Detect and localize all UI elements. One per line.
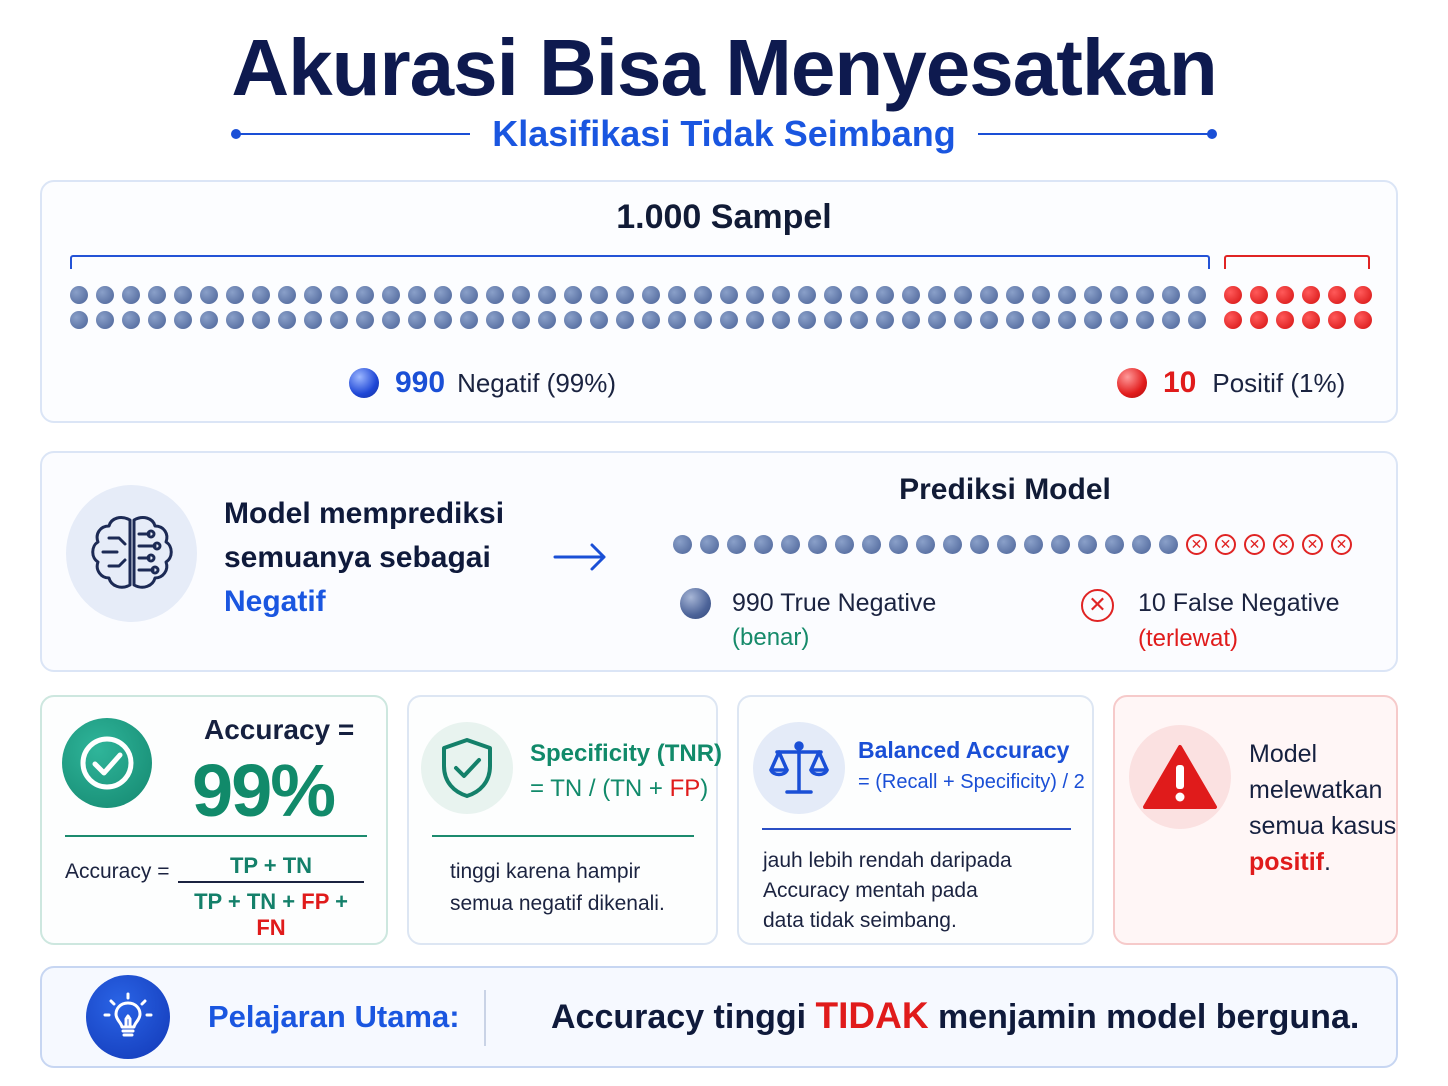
negative-dot xyxy=(252,311,270,329)
negative-dot xyxy=(616,311,634,329)
negative-dot xyxy=(772,286,790,304)
subtitle-divider-left xyxy=(235,133,470,135)
prediction-dots xyxy=(673,534,1352,555)
negative-dot xyxy=(824,311,842,329)
balanced-divider xyxy=(762,828,1071,830)
brain-icon xyxy=(66,485,197,622)
arrow-right-icon xyxy=(552,537,608,582)
predicted-negative-dot xyxy=(970,535,989,554)
shield-check-icon xyxy=(421,722,513,814)
specificity-formula-end: ) xyxy=(700,775,709,802)
negative-bracket xyxy=(70,255,1210,269)
predicted-negative-dot xyxy=(700,535,719,554)
positive-dot xyxy=(1354,311,1372,329)
negative-dot xyxy=(408,311,426,329)
negative-dot xyxy=(694,311,712,329)
false-negative-label: 10 False Negative xyxy=(1138,589,1340,617)
negative-dot xyxy=(70,286,88,304)
negative-dot xyxy=(850,311,868,329)
negative-dot xyxy=(226,286,244,304)
negative-dot xyxy=(96,311,114,329)
denominator-plus: + xyxy=(328,889,348,914)
positive-dot xyxy=(1250,286,1268,304)
negative-dot xyxy=(772,311,790,329)
false-negative-sub: (terlewat) xyxy=(1138,625,1239,652)
negative-dot xyxy=(148,286,166,304)
samples-title: 1.000 Sampel xyxy=(616,198,832,236)
negative-dot xyxy=(1084,311,1102,329)
negative-dot xyxy=(512,311,530,329)
specificity-text-line2: semua negatif dikenali. xyxy=(450,892,665,915)
accuracy-divider xyxy=(65,835,367,837)
missed-positive-x-icon: ✕ xyxy=(1331,534,1352,555)
predicted-negative-dot xyxy=(1132,535,1151,554)
negative-dot xyxy=(668,286,686,304)
negative-dot xyxy=(1136,311,1154,329)
balanced-accuracy-text xyxy=(763,846,1012,936)
negative-dot xyxy=(642,311,660,329)
true-negative-label: 990 True Negative xyxy=(732,589,937,617)
predicted-negative-dot xyxy=(862,535,881,554)
balanced-text-line2: Accuracy mentah pada xyxy=(763,879,978,902)
negative-dot xyxy=(252,286,270,304)
accuracy-formula-label: Accuracy = xyxy=(65,860,170,883)
denominator-fp: FP xyxy=(301,889,329,914)
positive-legend xyxy=(1117,366,1345,400)
negative-dot xyxy=(1084,286,1102,304)
negative-dot xyxy=(486,311,504,329)
negative-dot xyxy=(304,286,322,304)
positive-dot xyxy=(1302,286,1320,304)
negative-dot xyxy=(1188,286,1206,304)
prediction-text-line2: semuanya sebagai xyxy=(224,541,491,574)
message-part2: menjamin model berguna. xyxy=(928,998,1360,1036)
negative-dot xyxy=(564,286,582,304)
negative-dot xyxy=(1110,311,1128,329)
negative-dot xyxy=(304,311,322,329)
missed-positive-x-icon: ✕ xyxy=(1273,534,1294,555)
negative-label: Negatif (99%) xyxy=(457,367,617,398)
blue-ball-icon xyxy=(349,368,379,398)
positive-dots-grid xyxy=(1224,286,1372,329)
warning-positive-word: positif xyxy=(1249,848,1324,876)
prediction-text-line1: Model memprediksi xyxy=(224,497,505,530)
negative-dot xyxy=(1188,311,1206,329)
negative-dot xyxy=(720,286,738,304)
subtitle-divider-right xyxy=(978,133,1213,135)
true-negative-sub: (benar) xyxy=(732,624,810,651)
negative-dot xyxy=(382,311,400,329)
negative-dot xyxy=(980,311,998,329)
negative-dot xyxy=(850,286,868,304)
negative-dot xyxy=(798,286,816,304)
balanced-accuracy-title: Balanced Accuracy xyxy=(858,737,1070,763)
negative-dot xyxy=(876,311,894,329)
positive-dot xyxy=(1250,311,1268,329)
lightbulb-icon xyxy=(86,975,170,1059)
negative-count: 990 xyxy=(395,366,446,399)
negative-dot xyxy=(460,286,478,304)
predicted-negative-dot xyxy=(673,535,692,554)
red-ball-icon xyxy=(1117,368,1147,398)
predicted-negative-dot xyxy=(727,535,746,554)
missed-positive-x-icon: ✕ xyxy=(1302,534,1323,555)
negative-dot xyxy=(174,311,192,329)
accuracy-label: Accuracy = xyxy=(204,714,355,745)
negative-dot xyxy=(1032,311,1050,329)
predicted-negative-dot xyxy=(808,535,827,554)
key-lesson-message xyxy=(551,995,1359,1037)
balanced-text-line1: jauh lebih rendah daripada xyxy=(763,849,1012,872)
specificity-formula-part: = TN / (TN + xyxy=(530,775,670,802)
negative-dot xyxy=(720,311,738,329)
negative-dot xyxy=(486,286,504,304)
negative-dot xyxy=(876,286,894,304)
negative-dot xyxy=(1006,311,1024,329)
negative-dot xyxy=(1032,286,1050,304)
negative-dot xyxy=(746,286,764,304)
negative-dot xyxy=(200,286,218,304)
positive-dot xyxy=(1224,311,1242,329)
positive-bracket xyxy=(1224,255,1370,269)
predicted-negative-dot xyxy=(997,535,1016,554)
negative-dot xyxy=(902,286,920,304)
negative-dot xyxy=(70,311,88,329)
predicted-negative-dot xyxy=(943,535,962,554)
warning-line1: Model xyxy=(1249,740,1318,768)
scale-icon xyxy=(753,722,845,814)
missed-positive-x-icon: ✕ xyxy=(1186,534,1207,555)
warning-line2: melewatkan xyxy=(1249,776,1383,804)
negative-dot xyxy=(928,286,946,304)
negative-dot xyxy=(954,311,972,329)
positive-dot xyxy=(1302,311,1320,329)
negative-dot xyxy=(96,286,114,304)
negative-dot xyxy=(382,286,400,304)
specificity-text xyxy=(450,856,665,920)
predicted-negative-dot xyxy=(1159,535,1178,554)
negative-dot xyxy=(1162,286,1180,304)
negative-dot xyxy=(590,311,608,329)
negative-dot xyxy=(1058,311,1076,329)
specificity-title: Specificity (TNR) xyxy=(530,740,723,767)
negative-dot xyxy=(902,311,920,329)
negative-dot xyxy=(122,311,140,329)
negative-dot xyxy=(1162,311,1180,329)
negative-dot xyxy=(148,311,166,329)
specificity-formula xyxy=(530,775,708,803)
negative-dot xyxy=(564,311,582,329)
negative-dot xyxy=(460,311,478,329)
negative-dot xyxy=(642,286,660,304)
specificity-text-line1: tinggi karena hampir xyxy=(450,860,641,883)
specificity-formula-fp: FP xyxy=(669,775,701,802)
positive-dot xyxy=(1276,286,1294,304)
negative-dot xyxy=(590,286,608,304)
predicted-negative-dot xyxy=(754,535,773,554)
negative-dot xyxy=(1058,286,1076,304)
negative-dot xyxy=(798,311,816,329)
predicted-negative-dot xyxy=(889,535,908,554)
page-subtitle: Klasifikasi Tidak Seimbang xyxy=(492,113,956,154)
accuracy-value: 99% xyxy=(192,749,335,832)
negative-dot xyxy=(356,311,374,329)
negative-dot xyxy=(694,286,712,304)
predicted-negative-dot xyxy=(1105,535,1124,554)
negative-dot xyxy=(746,311,764,329)
key-lesson-label: Pelajaran Utama: xyxy=(208,999,460,1034)
negative-dot xyxy=(954,286,972,304)
accuracy-denominator xyxy=(178,889,364,941)
negative-dot xyxy=(824,286,842,304)
specificity-divider xyxy=(432,835,694,837)
negative-dot xyxy=(408,286,426,304)
negative-dot xyxy=(434,286,452,304)
positive-dot xyxy=(1276,311,1294,329)
negative-dot xyxy=(668,311,686,329)
balanced-text-line3: data tidak seimbang. xyxy=(763,909,957,932)
warning-line3: semua kasus xyxy=(1249,812,1397,840)
negative-dot xyxy=(122,286,140,304)
predicted-negative-dot xyxy=(781,535,800,554)
negative-dot xyxy=(980,286,998,304)
accuracy-numerator: TP + TN xyxy=(229,853,313,878)
warning-line4 xyxy=(1249,844,1396,880)
balanced-accuracy-formula: = (Recall + Specificity) / 2 xyxy=(858,771,1085,793)
negative-dot xyxy=(356,286,374,304)
false-negative-x-icon: ✕ xyxy=(1081,589,1114,622)
positive-label: Positif (1%) xyxy=(1212,367,1346,398)
negative-dot xyxy=(200,311,218,329)
negative-dot xyxy=(616,286,634,304)
negative-dot xyxy=(538,286,556,304)
true-negative-ball-icon xyxy=(680,588,711,619)
prediction-text-highlight: Negatif xyxy=(224,585,326,618)
negative-dot xyxy=(1136,286,1154,304)
negative-dot xyxy=(174,286,192,304)
negative-dot xyxy=(330,311,348,329)
negative-dot xyxy=(512,286,530,304)
footer-separator xyxy=(484,990,486,1046)
negative-dot xyxy=(928,311,946,329)
prediction-title: Prediksi Model xyxy=(899,473,1111,506)
negative-dot xyxy=(1006,286,1024,304)
negative-dots-grid xyxy=(70,286,1206,329)
fraction-line xyxy=(178,881,364,883)
negative-dot xyxy=(278,286,296,304)
positive-count: 10 xyxy=(1163,366,1197,399)
negative-dot xyxy=(434,311,452,329)
check-circle-icon xyxy=(62,718,152,808)
predicted-negative-dot xyxy=(1024,535,1043,554)
negative-dot xyxy=(226,311,244,329)
positive-dot xyxy=(1354,286,1372,304)
warning-text xyxy=(1249,736,1396,880)
negative-dot xyxy=(538,311,556,329)
predicted-negative-dot xyxy=(1078,535,1097,554)
warning-icon xyxy=(1129,725,1231,829)
positive-dot xyxy=(1224,286,1242,304)
denominator-part: TP + TN + xyxy=(194,889,302,914)
page-title: Akurasi Bisa Menyesatkan xyxy=(231,23,1217,112)
negative-legend xyxy=(349,366,616,400)
predicted-negative-dot xyxy=(916,535,935,554)
message-emphasis: TIDAK xyxy=(815,995,929,1036)
denominator-fn: FN xyxy=(256,915,286,940)
missed-positive-x-icon: ✕ xyxy=(1244,534,1265,555)
positive-dot xyxy=(1328,311,1346,329)
negative-dot xyxy=(330,286,348,304)
negative-dot xyxy=(278,311,296,329)
negative-dot xyxy=(1110,286,1128,304)
warning-period: . xyxy=(1324,848,1331,876)
prediction-description xyxy=(224,492,504,624)
missed-positive-x-icon: ✕ xyxy=(1215,534,1236,555)
positive-dot xyxy=(1328,286,1346,304)
predicted-negative-dot xyxy=(835,535,854,554)
subtitle-row xyxy=(0,112,1448,156)
message-part1: Accuracy tinggi xyxy=(551,998,816,1036)
predicted-negative-dot xyxy=(1051,535,1070,554)
